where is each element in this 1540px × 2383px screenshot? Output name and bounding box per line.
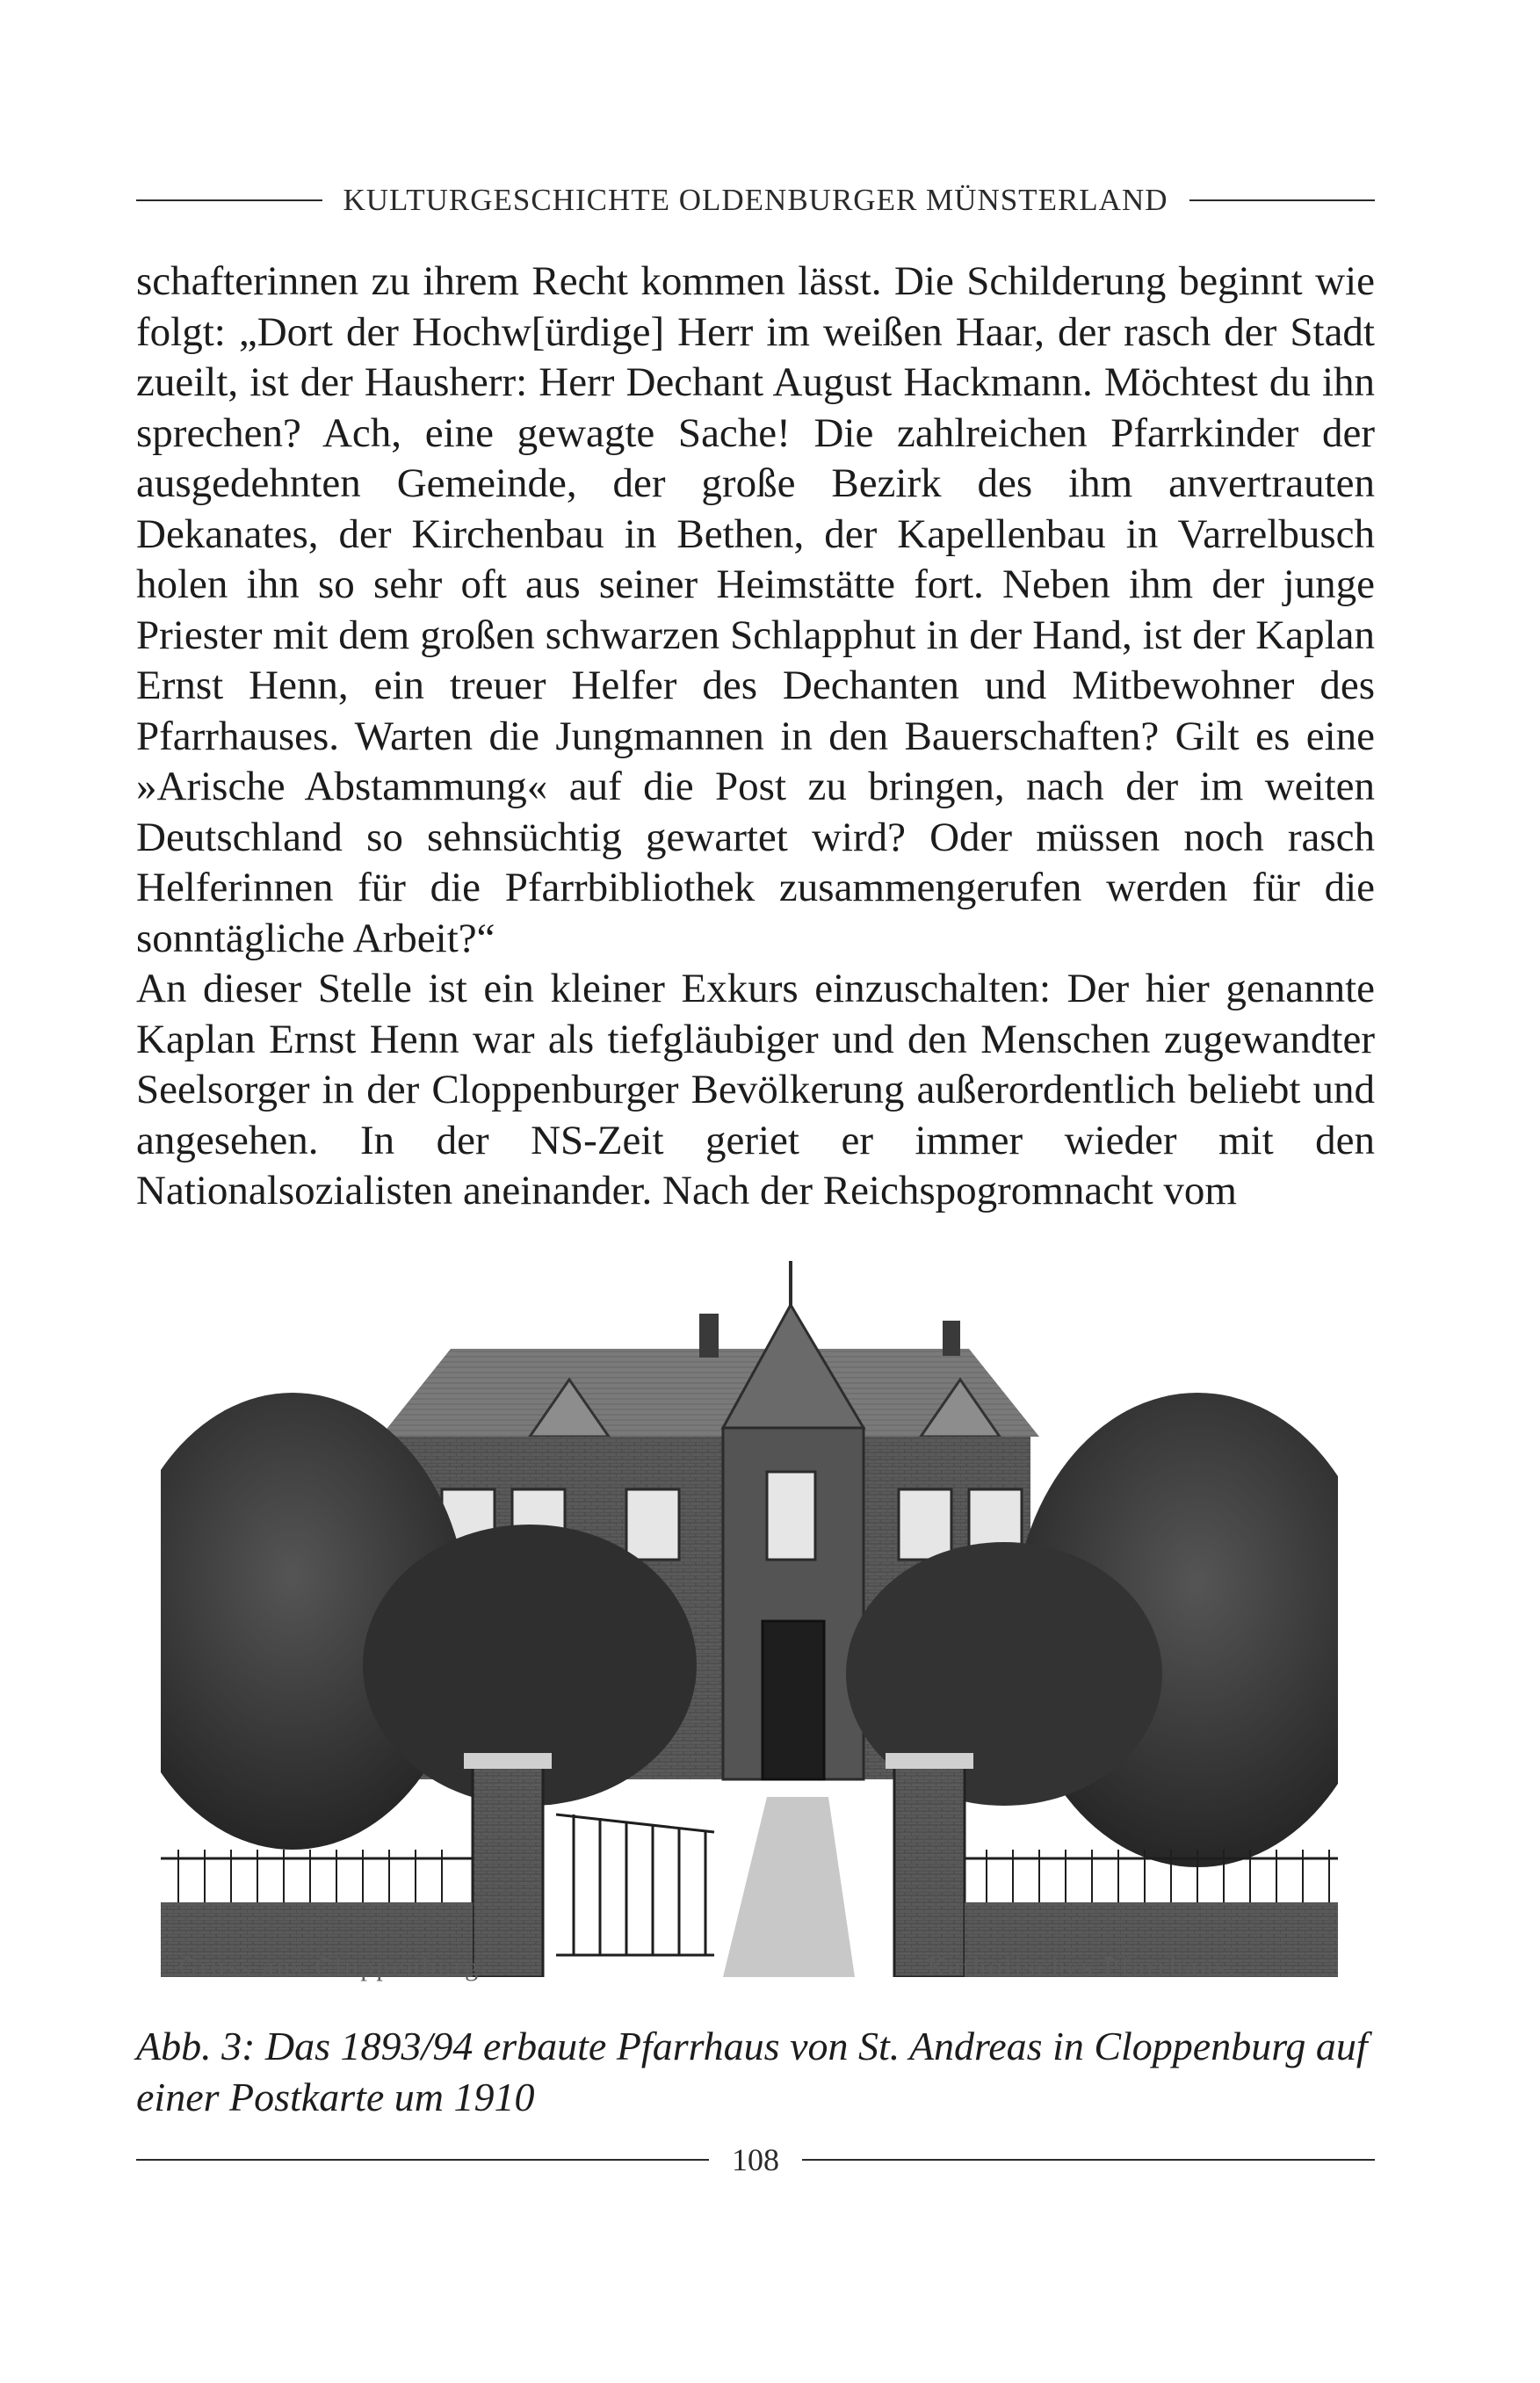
chimney-left bbox=[699, 1314, 719, 1358]
running-header bbox=[136, 183, 1375, 218]
page-footer bbox=[136, 2141, 1375, 2178]
gate-pillar-right bbox=[894, 1762, 965, 1977]
figure-caption: Abb. 3: Das 1893/94 erbaute Pfarrhaus von St. Andreas in Cloppenburg auf einer Postkarte um 1910 bbox=[136, 2024, 1368, 2119]
postcard-photo bbox=[161, 1252, 1338, 1977]
chimney-right bbox=[943, 1321, 960, 1356]
gate-pillar-left bbox=[473, 1762, 543, 1977]
body-text bbox=[136, 257, 1375, 1217]
footer-rule-right bbox=[802, 2159, 1375, 2161]
entrance-door bbox=[763, 1621, 824, 1779]
pfarrhaus-illustration bbox=[161, 1252, 1338, 1977]
postcard-label: Katholisches Pfarrhaus. bbox=[927, 1952, 1238, 1981]
postcard-greeting: Gruss aus Cloppenburg. bbox=[178, 1952, 490, 1981]
paragraph-2: An dieser Stelle ist ein kleiner Exkurs einzuschalten: Der hier genannte Kaplan Ernst Henn war als tiefgläubiger und den Menschen zugewandter Seelsorger in der Cloppenburger Bevölkerung außerordentlich beliebt und angesehen. In der NS-Zeit geriet er immer wieder mit den Nationalsozialisten aneinander. Nach der Reichspogromnacht vom bbox=[136, 966, 1375, 1213]
footer-rule-left bbox=[136, 2159, 709, 2161]
page-number: 108 bbox=[732, 2142, 779, 2177]
header-rule-right bbox=[1189, 199, 1376, 201]
paragraph-1: schafterinnen zu ihrem Recht kommen lässt. Die Schilderung beginnt wie folgt: „Dort der Hochw[ürdige] Herr im weißen Haar, der rasch der Stadt zueilt, ist der Hausherr: Herr Dechant August Hackmann. Möchtest du ihn sprechen? Ach, eine gewagte Sache! Die zahlreichen Pfarrkinder der ausgedehnten Gemeinde, der große Bezirk des ihm anvertrauten Dekanates, der Kirchenbau in Bethen, der Kapellenbau in Varrelbusch holen ihn so sehr oft aus seiner Heimstätte fort. Neben ihm der junge Priester mit dem großen schwarzen Schlapphut in der Hand, ist der Kaplan Ernst Henn, ein treuer Helfer des Dechanten und Mitbewohner des Pfarrhauses. Warten die Jungmannen in den Bauerschaften? Gilt es eine »Arische Abstammung« auf die Post zu bringen, nach der im weiten Deutschland so sehnsüchtig gewartet wird? Oder müssen noch rasch Helferinnen für die Pfarrbibliothek zusammengerufen werden für die sonntägliche Arbeit?“ bbox=[136, 258, 1375, 961]
header-title: KULTURGESCHICHTE OLDENBURGER MÜNSTERLAND bbox=[343, 183, 1168, 217]
header-rule-left bbox=[136, 199, 322, 201]
